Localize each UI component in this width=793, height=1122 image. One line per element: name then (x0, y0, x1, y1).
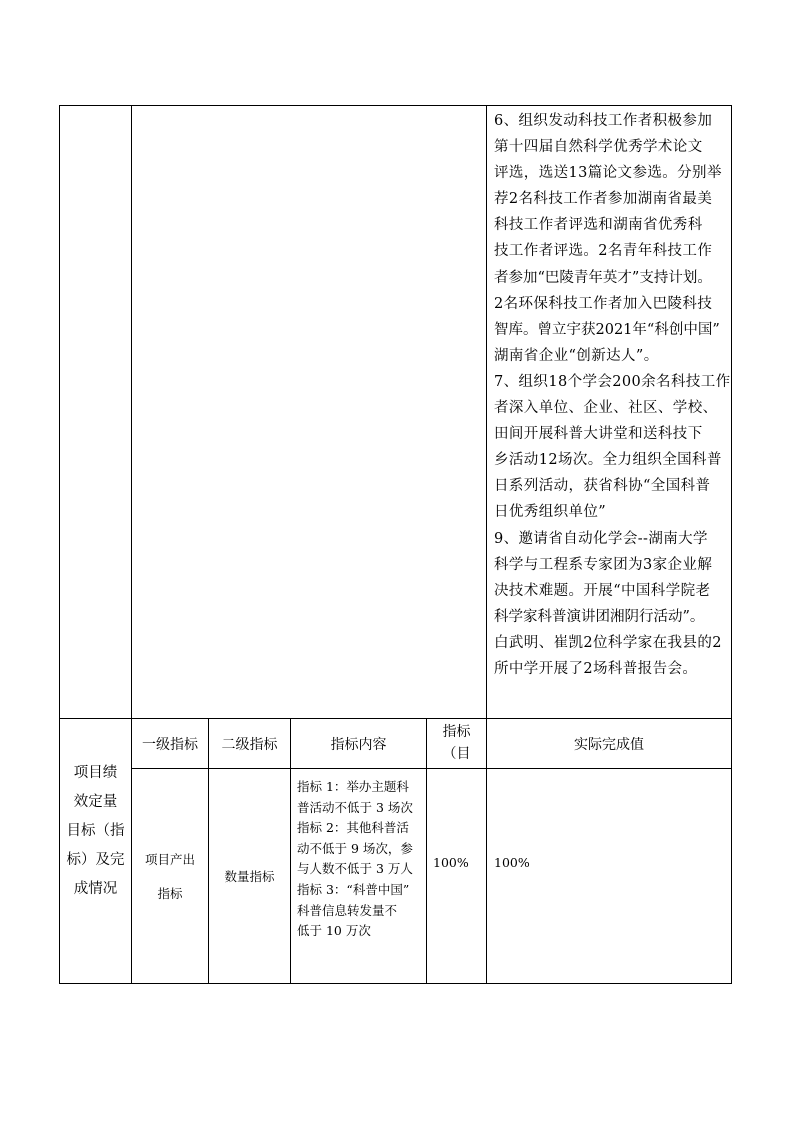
header-level2-text: 二级指标 (221, 736, 278, 753)
header-target-line: 指标 (442, 724, 471, 740)
summary-line: 荐2名科技工作者参加湖南省最美 (494, 191, 713, 208)
summary-line: 2名环保科技工作者加入巴陵科技 (494, 295, 713, 312)
summary-line: 决技术难题。开展“中国科学院老 (494, 582, 711, 599)
summary-line: 白武明、崔凯2位科学家在我县的2 (494, 634, 722, 651)
summary-line: 科技工作者评选和湖南省优秀科 (494, 217, 703, 234)
summary-line: 6、组织发动科技工作者积极参加 (494, 113, 713, 129)
content-line: 指标 2：其他科普活 (297, 820, 409, 836)
target-value-text: 100% (433, 855, 469, 870)
summary-line: 日优秀组织单位” (494, 504, 607, 521)
summary-line: 第十四届自然科学优秀学术论文 (494, 139, 703, 156)
header-level1-text: 一级指标 (142, 736, 198, 753)
section-label-line: 目标（指 (66, 823, 125, 839)
header-content-text: 指标内容 (330, 736, 387, 753)
table-right-border (731, 105, 732, 984)
content-line: 指标 1：举办主题科 (297, 779, 409, 794)
content-line: 普活动不低于 3 场次 (297, 799, 413, 815)
summary-line: 9、邀请省自动化学会--湖南大学 (494, 530, 708, 547)
header-actual-text: 实际完成值 (574, 736, 644, 753)
summary-line: 评选，选送13篇论文参选。分别举 (494, 165, 722, 182)
performance-section-label (60, 759, 131, 904)
row-content (297, 777, 427, 942)
summary-line: 7、组织18个学会200余名科技工作 (494, 373, 731, 390)
row-level1 (132, 843, 208, 911)
header-content (291, 719, 426, 768)
content-line: 科普信息转发量不 (297, 902, 398, 918)
row-level1-line: 项目产出 (144, 852, 195, 867)
row-target-value (433, 855, 469, 870)
summary-line: 智库。曾立宇获2021年“科创中国” (494, 321, 720, 338)
summary-line: 技工作者评选。2名青年科技工作 (494, 243, 713, 260)
work-summary-text (494, 108, 731, 682)
column-divider-5 (486, 105, 487, 984)
header-level1 (132, 719, 208, 768)
summary-line: 日系列活动，获省科协“全国科普 (494, 478, 711, 495)
row-level1-line: 指标 (157, 886, 183, 901)
header-level2 (209, 719, 290, 768)
row-level2-text: 数量指标 (224, 869, 275, 884)
content-line: 动不低于 9 场次，参 (297, 840, 413, 856)
header-target-line: （目 (442, 746, 471, 762)
table-top-border (59, 105, 732, 106)
section-label-line: 成情况 (73, 881, 118, 897)
section-label-line: 标）及完 (66, 852, 125, 868)
summary-line: 科学家科普演讲团湘阴行活动”。 (494, 608, 705, 625)
summary-line: 湖南省企业“创新达人”。 (494, 347, 659, 364)
row-actual-value (494, 855, 530, 870)
section-label-line: 项目绩 (73, 765, 118, 781)
summary-line: 科学与工程系专家团为3家企业解 (494, 556, 713, 573)
summary-line: 者深入单位、企业、社区、学校、 (494, 400, 718, 417)
content-line: 指标 3：“科普中国” (297, 881, 410, 897)
section-label-line: 效定量 (73, 794, 118, 810)
summary-line: 乡活动12场次。全力组织全国科普 (494, 452, 722, 469)
content-line: 低于 10 万次 (297, 923, 371, 939)
summary-line: 者参加“巴陵青年英才”支持计划。 (494, 269, 712, 286)
row-level2 (209, 769, 290, 983)
summary-line: 田间开展科普大讲堂和送科技下 (494, 426, 703, 443)
content-line: 与人数不低于 3 万人 (297, 861, 413, 877)
header-actual (487, 719, 731, 768)
table-bottom-border (59, 983, 732, 984)
actual-value-text: 100% (494, 855, 530, 870)
summary-line: 所中学开展了2场科普报告会。 (494, 660, 698, 677)
header-target (427, 721, 486, 765)
